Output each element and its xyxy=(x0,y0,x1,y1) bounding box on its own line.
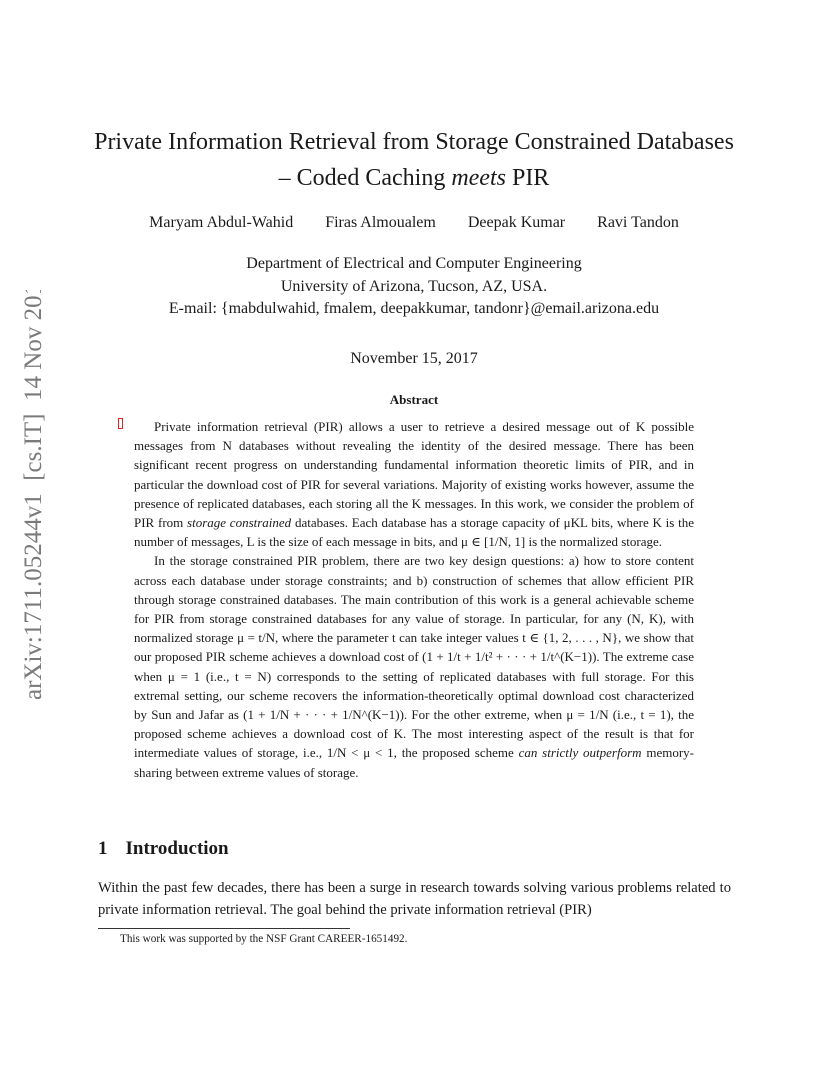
author-name: Ravi Tandon xyxy=(597,214,679,231)
paper-title-line2 xyxy=(0,162,828,194)
abstract-text: In the storage constrained PIR problem, there are two key design questions: a) how to store content across each database under storage constraints; and b) construction of schemes that allow efficient PIR through storage constrained databases. The main contribution of this work is a general achievable scheme for PIR from storage constrained databases for any value of storage. In particular, for any (N, K), with normalized storage μ = t/N, where the parameter t can take integer values t ∈ {1, 2, . . . , N}, we show that our proposed PIR scheme achieves a download cost of (1 + 1/t + 1/t² + · · · + 1/t^(K−1)). The extreme case when μ = 1 (i.e., t = N) corresponds to the setting of replicated databases with full storage. For this extremal setting, our scheme recovers the information-theoretically optimal download cost characterized by Sun and Jafar as (1 + 1/N + · · · + 1/N^(K−1)). For the other extreme, when μ = 1/N (i.e., t = 1), the proposed scheme achieves a download cost of K. The most interesting aspect of the result is that for intermediate values of storage, i.e., 1/N < μ < 1, the proposed scheme xyxy=(134,553,694,761)
abstract-text: Private information retrieval (PIR) allows a user to retrieve a desired message out of K possible messages from N databases without revealing the identity of the desired message. There has been significant recent progress on understanding fundamental information theoretic limits of PIR, and in particular the download cost of PIR for several variations. Majority of existing works however, assume the presence of replicated databases, each storing all the K messages. In this work, we consider the problem of PIR from xyxy=(134,419,694,531)
title-italic: meets xyxy=(451,165,506,191)
intro-paragraph: Within the past few decades, there has been a surge in research towards solving various problems related to private information retrieval. The goal behind the private information retrieval (PIR) xyxy=(98,880,731,918)
author-name: Firas Almoualem xyxy=(325,214,436,231)
paper-date: November 15, 2017 xyxy=(350,350,478,367)
abstract-paragraph-1 xyxy=(134,417,694,551)
abstract-emphasis: storage constrained xyxy=(187,515,292,531)
title-prefix: – Coded Caching xyxy=(278,165,452,191)
abstract-text: databases. Each database has a storage capacity of μKL bits, where K is the number of messages, L is the size of each message in bits, and μ ∈ [1/N, 1] is the normalized storage. xyxy=(134,515,694,550)
margin-marker xyxy=(118,418,123,429)
title-suffix: PIR xyxy=(505,165,550,191)
section-heading xyxy=(98,838,229,860)
abstract-paragraph-2 xyxy=(134,551,694,781)
footnote: This work was supported by the NSF Grant CAREER-1651492. xyxy=(120,933,408,945)
author-name: Deepak Kumar xyxy=(467,214,566,231)
abstract-heading: Abstract xyxy=(389,392,439,407)
arxiv-stamp-text: arXiv:1711.05244v1 [cs.IT] 14 Nov 2017 xyxy=(20,290,47,700)
abstract-emphasis: can strictly outperform xyxy=(518,745,642,761)
footnote-rule xyxy=(98,928,350,929)
section-number: 1 xyxy=(98,838,108,859)
email-line: E-mail: {mabdulwahid, fmalem, deepakkumar, tandonr}@email.arizona.edu xyxy=(168,300,660,317)
paper-title-line1: Private Information Retrieval from Storage Constrained Databases xyxy=(94,129,734,155)
abstract-text: memory-sharing between extreme values of storage. xyxy=(134,745,694,780)
section-title: Introduction xyxy=(125,838,229,859)
author-name: Maryam Abdul-Wahid xyxy=(149,214,294,231)
university: University of Arizona, Tucson, AZ, USA. xyxy=(280,278,548,295)
department: Department of Electrical and Computer Engineering xyxy=(246,255,582,272)
abstract-body xyxy=(134,417,694,782)
author-list xyxy=(0,214,828,232)
